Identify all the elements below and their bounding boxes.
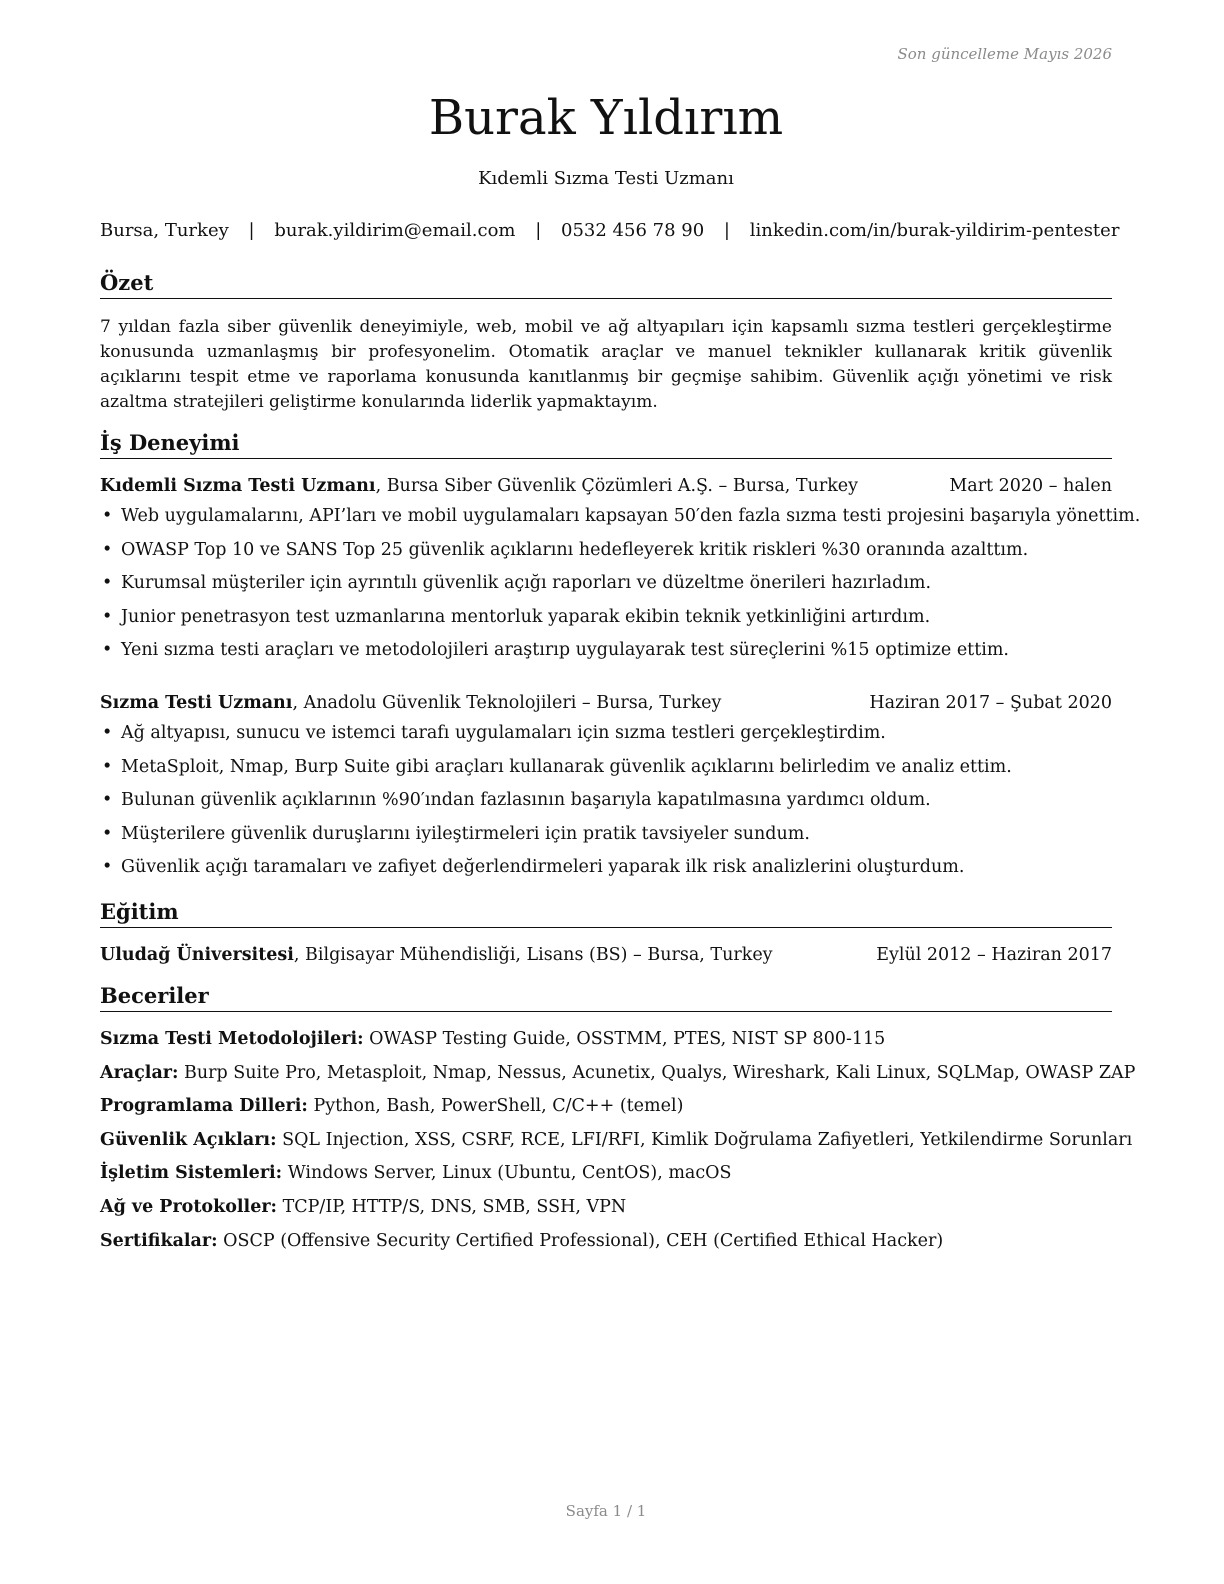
skill-row (100, 1229, 1112, 1263)
list-item: • Kurumsal müşteriler için ayrıntılı güvenlik açığı raporları ve düzeltme önerileri hazırladım. (100, 571, 1112, 605)
job-bullets (100, 504, 1141, 672)
contact-phone: 0532 456 78 90 (561, 220, 705, 241)
list-item: • Yeni sızma testi araçları ve metodolojileri araştırıp uygulayarak test süreçlerini %15 optimize ettim. (100, 638, 1112, 672)
skill-label: Güvenlik Açıkları: (100, 1129, 277, 1150)
skill-row (100, 1161, 1112, 1195)
list-item: • Ağ altyapısı, sunucu ve istemci tarafı uygulamaları için sızma testleri gerçekleştirdim. (100, 721, 1112, 755)
skill-label: İşletim Sistemleri: (100, 1163, 283, 1184)
section-heading-experience: İş Deneyimi (100, 430, 1112, 459)
list-item: • Müşterilere güvenlik duruşlarını iyileştirmeleri için pratik tavsiyeler sundum. (100, 822, 1112, 856)
section-heading-education: Eğitim (100, 899, 1112, 928)
skill-label: Araçlar: (100, 1062, 179, 1083)
skill-label: Ağ ve Protokoller: (100, 1196, 278, 1217)
candidate-title: Kıdemli Sızma Testi Uzmanı (478, 168, 734, 189)
contact-email[interactable]: burak.yildirim@email.com (274, 220, 516, 241)
job-header (100, 691, 1112, 715)
skill-value: Python, Bash, PowerShell, C/C++ (temel) (307, 1096, 684, 1117)
list-item: • Bulunan güvenlik açıklarının %90′ından fazlasının başarıyla kapatılmasına yardımcı oldum. (100, 788, 1112, 822)
skill-value: Burp Suite Pro, Metasploit, Nmap, Nessus, Acunetix, Qualys, Wireshark, Kali Linux, SQLMap, OWASP ZAP (178, 1062, 1136, 1083)
education-detail: , Bilgisayar Mühendisliği, Lisans (BS) – Bursa, Turkey (293, 945, 773, 965)
list-item: • MetaSploit, Nmap, Burp Suite gibi araçları kullanarak güvenlik açıklarını belirledim ve analiz ettim. (100, 755, 1112, 789)
job-role: Kıdemli Sızma Testi Uzmanı (100, 476, 376, 496)
education-entry (100, 943, 1112, 967)
list-item: • Web uygulamalarını, API’ları ve mobil uygulamaları kapsayan 50′den fazla sızma testi projesini başarıyla yönettim. (100, 504, 1112, 538)
contact-location: Bursa, Turkey (100, 220, 229, 241)
job-header (100, 474, 1112, 498)
education-dates: Eylül 2012 – Haziran 2017 (876, 945, 1112, 965)
section-heading-skills: Beceriler (100, 983, 1112, 1012)
skill-value: SQL Injection, XSS, CSRF, RCE, LFI/RFI, Kimlik Doğrulama Zafiyetleri, Yetkilendirme Sorunları (276, 1129, 1133, 1150)
skills-list (100, 1027, 1136, 1262)
job-dates: Haziran 2017 – Şubat 2020 (869, 693, 1112, 713)
contact-separator: | (723, 220, 730, 241)
skill-value: OWASP Testing Guide, OSSTMM, PTES, NIST SP 800-115 (363, 1029, 886, 1049)
skill-row (100, 1094, 1112, 1128)
skill-label: Sertifikalar: (100, 1230, 218, 1251)
list-item: • Güvenlik açığı taramaları ve zafiyet değerlendirmeleri yaparak ilk risk analizlerini oluşturdum. (100, 855, 1112, 889)
skill-value: TCP/IP, HTTP/S, DNS, SMB, SSH, VPN (277, 1196, 627, 1217)
job-dates: Mart 2020 – halen (949, 476, 1112, 496)
contact-separator: | (535, 220, 542, 241)
skill-row (100, 1061, 1136, 1095)
job-company: , Anadolu Güvenlik Teknolojileri – Bursa, Turkey (292, 693, 722, 713)
skill-row (100, 1195, 1112, 1229)
summary-text: 7 yıldan fazla siber güvenlik deneyimiyle, web, mobil ve ağ altyapıları için kapsamlı sızma testleri gerçekleştirme konusunda uzmanlaşmış bir profesyonelim. Otomatik araçlar ve manuel teknikler kullanarak kritik güvenlik açıklarını tespit etme ve raporlama konusunda kanıtlanmış bir geçmişe sahibim. Güvenlik açığı yönetimi ve risk azaltma stratejileri geliştirme konularında liderlik yapmaktayım. (100, 317, 1112, 412)
skill-value: Windows Server, Linux (Ubuntu, CentOS), macOS (282, 1163, 732, 1184)
skill-label: Programlama Dilleri: (100, 1096, 308, 1117)
list-item: • OWASP Top 10 ve SANS Top 25 güvenlik açıklarını hedefleyerek kritik riskleri %30 oranında azalttım. (100, 538, 1112, 572)
last-updated-note: Son güncelleme Mayıs 2026 (897, 45, 1112, 63)
contact-linkedin[interactable]: linkedin.com/in/burak-yildirim-pentester (749, 220, 1120, 241)
contact-line (100, 220, 1120, 241)
job-bullets (100, 721, 1112, 889)
skill-value: OSCP (Offensive Security Certified Professional), CEH (Certified Ethical Hacker) (217, 1230, 944, 1251)
candidate-name: Burak Yıldırım (428, 90, 784, 146)
skill-row (100, 1128, 1133, 1162)
resume-page (100, 0, 1141, 1584)
skill-label: Sızma Testi Metodolojileri: (100, 1029, 364, 1049)
job-company: , Bursa Siber Güvenlik Çözümleri A.Ş. – Bursa, Turkey (375, 476, 859, 496)
job-role: Sızma Testi Uzmanı (100, 693, 293, 713)
section-heading-summary: Özet (100, 270, 1112, 299)
skill-row (100, 1027, 1112, 1061)
list-item: • Junior penetrasyon test uzmanlarına mentorluk yaparak ekibin teknik yetkinliğini artırdım. (100, 605, 1112, 639)
education-school: Uludağ Üniversitesi (100, 945, 294, 965)
contact-separator: | (248, 220, 255, 241)
page-number: Sayfa 1 / 1 (565, 1502, 647, 1520)
